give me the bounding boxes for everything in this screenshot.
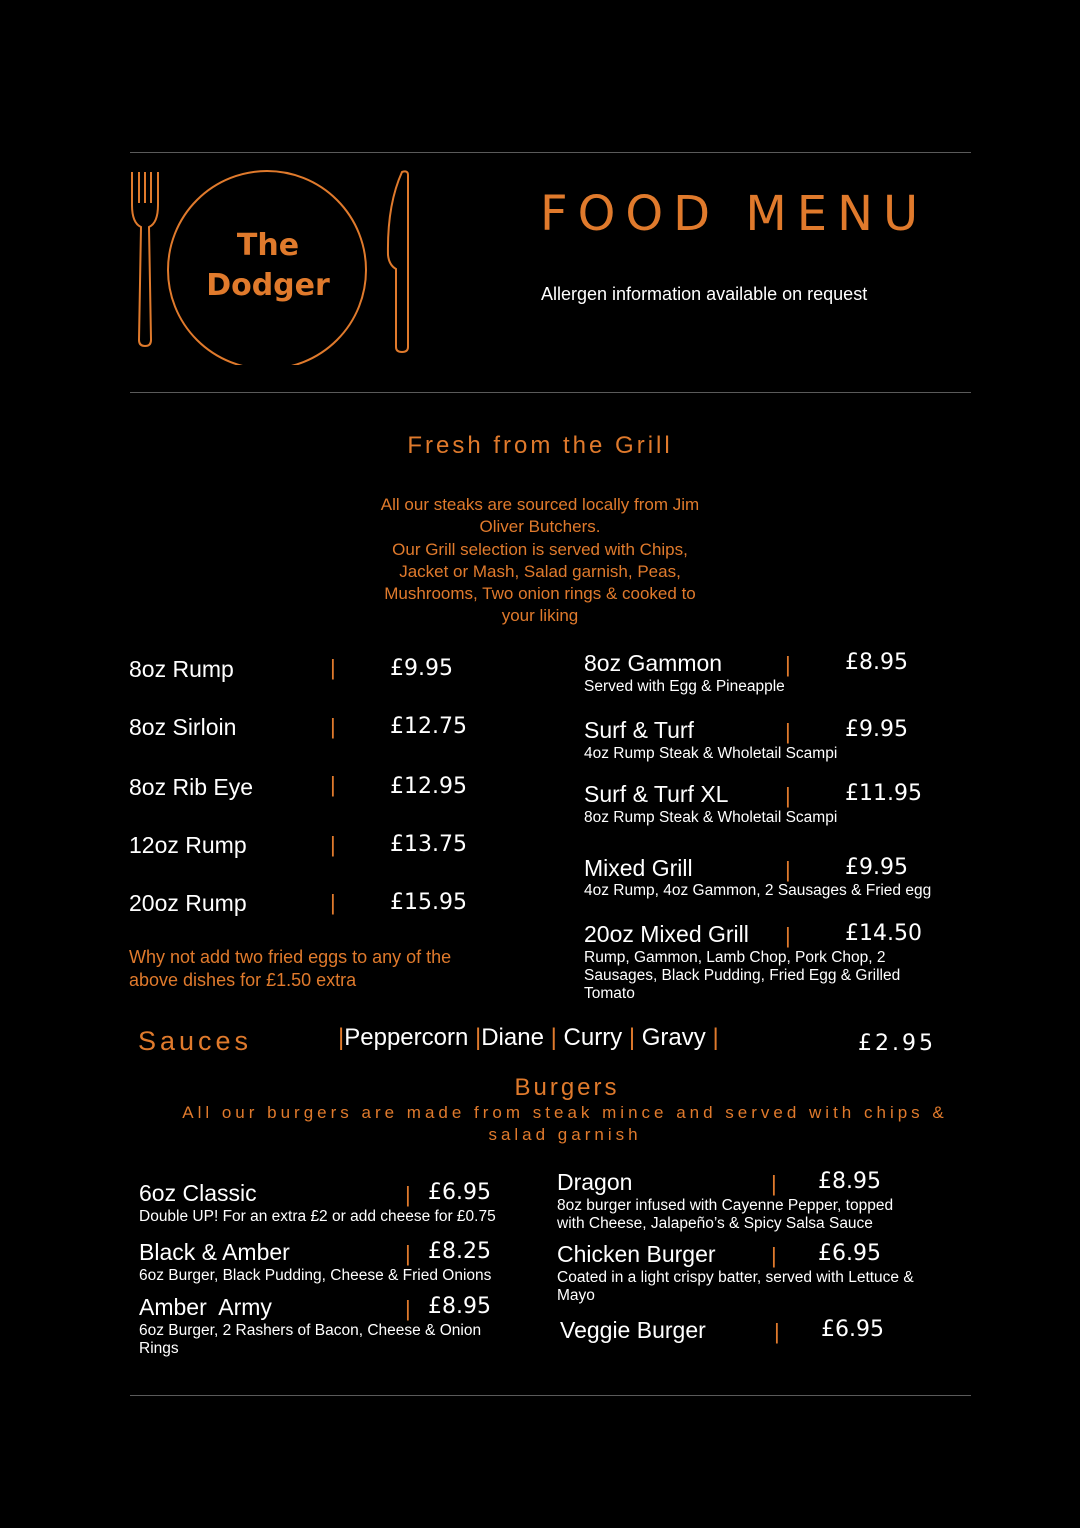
item-price: £6.95	[818, 1241, 881, 1266]
logo-text-dodger: Dodger	[206, 268, 330, 303]
item-name: Amber Army	[139, 1294, 272, 1320]
item-description	[584, 949, 944, 1003]
sauce-price: £2.95	[858, 1031, 936, 1056]
grill-description	[350, 494, 730, 628]
item-description-line: Tomato	[584, 985, 635, 1002]
logo-text-the: The	[236, 228, 300, 263]
grill-desc-line: Our Grill selection is served with Chips,	[392, 539, 688, 559]
grill-desc-line: Mushrooms, Two onion rings & cooked to	[384, 584, 696, 604]
item-name: 20oz Mixed Grill	[584, 921, 749, 947]
separator: |	[405, 1296, 411, 1321]
item-price: £8.25	[428, 1239, 491, 1264]
separator: |	[785, 719, 791, 744]
burgers-desc-line: All our burgers are made from steak mince and served with chips &	[182, 1103, 948, 1122]
item-name: Surf & Turf	[584, 717, 694, 743]
item-description	[557, 1269, 914, 1305]
sauce-option: Gravy	[641, 1024, 706, 1051]
egg-addon-note	[129, 946, 509, 992]
item-price: £8.95	[818, 1169, 881, 1194]
separator: |	[474, 1024, 482, 1051]
separator: |	[330, 772, 336, 797]
separator: |	[712, 1024, 719, 1051]
separator: |	[628, 1024, 636, 1051]
item-description: 4oz Rump Steak & Wholetail Scampi	[584, 745, 838, 762]
item-name: 6oz Classic	[139, 1180, 257, 1206]
page-title: FOOD MENU	[540, 186, 929, 242]
item-name: 8oz Rib Eye	[129, 774, 254, 800]
separator: |	[330, 655, 336, 680]
header-divider	[130, 392, 971, 393]
item-description-line: Sausages, Black Pudding, Fried Egg & Grilled	[584, 967, 901, 984]
grill-section-title: Fresh from the Grill	[407, 432, 673, 459]
separator: |	[405, 1182, 411, 1207]
separator: |	[785, 652, 791, 677]
item-name: 8oz Gammon	[584, 650, 723, 676]
grill-desc-line: Oliver Butchers.	[479, 517, 601, 537]
grill-desc-line: All our steaks are sourced locally from Jim	[380, 495, 700, 514]
sauces-title: Sauces	[138, 1026, 253, 1056]
item-description: 4oz Rump, 4oz Gammon, 2 Sausages & Fried egg	[584, 882, 932, 899]
separator: |	[550, 1024, 557, 1051]
item-description-line: Rump, Gammon, Lamb Chop, Pork Chop, 2	[584, 949, 886, 966]
item-description: 8oz Rump Steak & Wholetail Scampi	[584, 809, 838, 826]
item-description-line: Mayo	[557, 1287, 595, 1304]
item-description: 6oz Burger, Black Pudding, Cheese & Fried Onions	[139, 1267, 492, 1284]
item-price: £6.95	[428, 1180, 491, 1205]
sauce-option: Curry	[563, 1024, 623, 1051]
separator: |	[774, 1319, 780, 1344]
item-name: 12oz Rump	[129, 832, 247, 858]
item-price: £9.95	[845, 855, 908, 880]
item-name: Surf & Turf XL	[584, 781, 729, 807]
item-name: 8oz Rump	[129, 656, 234, 682]
item-name: Chicken Burger	[557, 1241, 716, 1267]
separator: |	[785, 923, 791, 948]
egg-note-line: above dishes for £1.50 extra	[129, 970, 357, 990]
item-description-line: Rings	[139, 1340, 179, 1357]
item-name: Mixed Grill	[584, 855, 693, 881]
item-price: £11.95	[845, 781, 922, 806]
item-description-line: with Cheese, Jalapeño’s & Spicy Salsa Sauce	[557, 1215, 873, 1232]
sauce-options	[338, 1024, 719, 1052]
item-price: £6.95	[821, 1317, 884, 1342]
item-price: £12.95	[390, 774, 467, 799]
separator: |	[338, 1024, 345, 1051]
item-description-line: 8oz burger infused with Cayenne Pepper, topped	[557, 1197, 894, 1214]
separator: |	[771, 1171, 777, 1196]
top-divider	[130, 152, 971, 153]
burgers-desc-line: salad garnish	[488, 1125, 642, 1144]
separator: |	[785, 857, 791, 882]
item-name: Black & Amber	[139, 1239, 290, 1265]
item-price: £15.95	[390, 890, 467, 915]
item-price: £9.95	[845, 717, 908, 742]
separator: |	[771, 1243, 777, 1268]
burgers-description	[150, 1102, 980, 1146]
separator: |	[330, 832, 336, 857]
burgers-section-title: Burgers	[514, 1074, 620, 1101]
item-price: £13.75	[390, 832, 467, 857]
item-price: £8.95	[845, 650, 908, 675]
item-name: Dragon	[557, 1169, 633, 1195]
item-name: 20oz Rump	[129, 890, 247, 916]
sauce-option: Peppercorn	[344, 1024, 469, 1051]
item-description-line: Coated in a light crispy batter, served with Lettuce &	[557, 1269, 914, 1286]
allergen-notice: Allergen information available on request	[541, 284, 868, 304]
item-description-line: 6oz Burger, 2 Rashers of Bacon, Cheese & Onion	[139, 1322, 482, 1339]
bottom-divider	[130, 1395, 971, 1396]
grill-desc-line: Jacket or Mash, Salad garnish, Peas,	[399, 561, 681, 581]
item-description: Double UP! For an extra £2 or add cheese for £0.75	[139, 1208, 496, 1225]
item-price: £9.95	[390, 656, 453, 681]
item-name: Veggie Burger	[560, 1317, 706, 1343]
item-price: £12.75	[390, 714, 467, 739]
egg-note-line: Why not add two fried eggs to any of the	[129, 947, 452, 967]
separator: |	[330, 714, 336, 739]
item-description	[139, 1322, 481, 1358]
separator: |	[405, 1241, 411, 1266]
item-name: 8oz Sirloin	[129, 714, 237, 740]
grill-desc-line: your liking	[501, 606, 579, 626]
separator: |	[330, 890, 336, 915]
item-price: £8.95	[428, 1294, 491, 1319]
item-description: Served with Egg & Pineapple	[584, 678, 785, 695]
sauce-option: Diane	[481, 1024, 544, 1051]
item-price: £14.50	[845, 921, 922, 946]
separator: |	[785, 783, 791, 808]
item-description	[557, 1197, 893, 1233]
